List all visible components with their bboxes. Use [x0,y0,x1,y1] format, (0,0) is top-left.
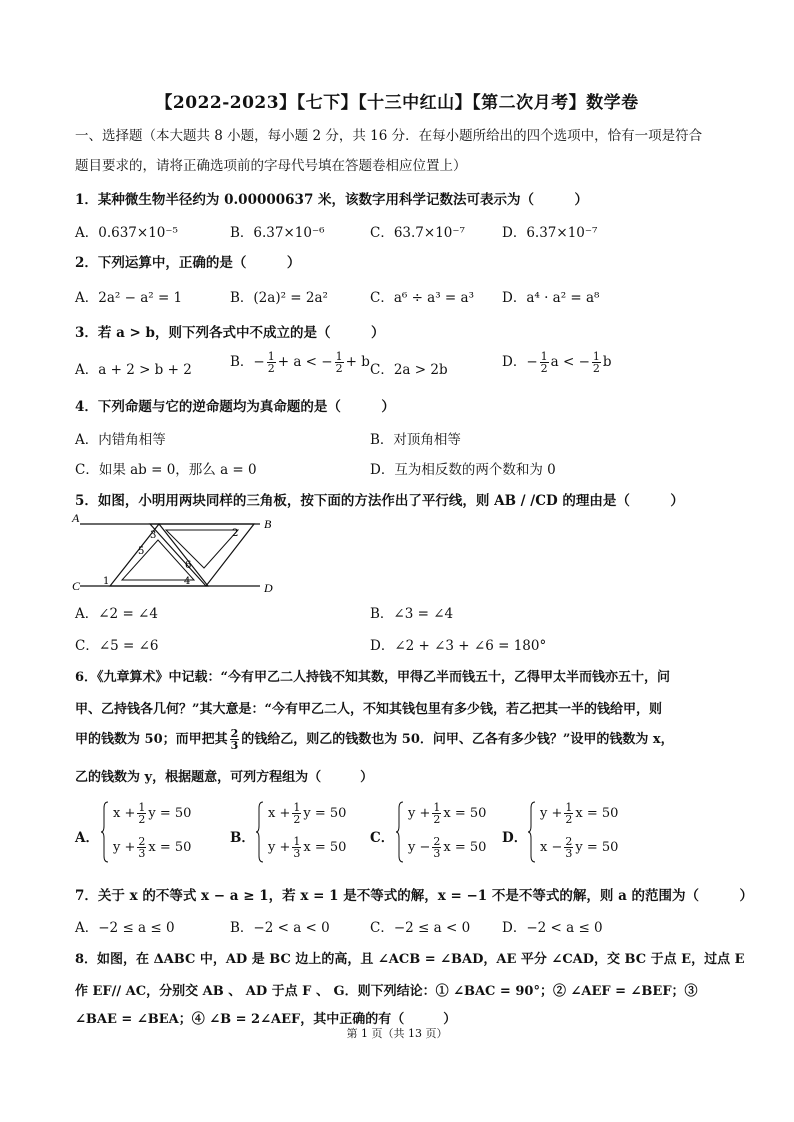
q7-option-a: A．−2 ≤ a ≤ 0 [75,920,175,936]
brace-icon [396,800,404,864]
q6-line3-post: 的钱给乙，则乙的钱数也为 50．问甲、乙各有多少钱？”设甲的钱数为 x， [241,732,674,747]
q5-stem: 5．如图，小明用两块同样的三角板，按下面的方法作出了平行线，则 AB / /CD 的理由是（ ） [75,493,684,509]
equation-right: y = 50 [303,806,347,821]
q5-option-c: C．∠5 = ∠6 [75,638,159,654]
q6-option-label: C． [370,830,395,846]
fraction: $\frac{1}{2}$ [138,801,146,826]
q2-option-a: A．2a² − a² = 1 [75,290,183,306]
q3-option-b [230,350,370,374]
label-2: 2 [232,528,239,539]
q8-line1: 8．如图，在 ΔABC 中，AD 是 BC 边上的高，且 ∠ACB = ∠BAD，AE 平分 ∠CAD，交 BC 于点 E，过点 E [75,952,745,967]
q3-option-a: A．a + 2 > b + 2 [75,362,192,378]
equation [540,836,618,859]
equation-right: x = 50 [303,840,347,855]
equation-left: y − [408,840,431,855]
q7-option-d: D．−2 < a ≤ 0 [502,920,603,936]
parallel-lines-figure [70,510,280,596]
q6-equation-system [101,800,211,864]
q2-option-c: C．a⁶ ÷ a³ = a³ [370,290,474,306]
equation-left: y + [540,806,563,821]
q3-option-b-prefix: B．− [230,354,265,370]
equation-left: x − [540,840,563,855]
q6-line2: 甲、乙持钱各几何？”其大意是：“今有甲乙二人，不知其钱包里有多少钱，若乙把其一半的钱给甲，则 [75,702,662,717]
label-4: 4 [184,576,191,587]
section-instructions-line2: 题目要求的，请将正确选项前的字母代号填在答题卷相应位置上） [75,158,467,174]
q7-option-b: B．−2 < a < 0 [230,920,330,936]
q6-equation-system [528,800,638,864]
q6-equation-system [396,800,506,864]
equation [113,802,191,825]
q6-line1: 6．《九章算术》中记载：“今有甲乙二人持钱不知其数，甲得乙半而钱五十，乙得甲太半而钱亦五十，问 [75,670,671,685]
q2-option-b: B．(2a)² = 2a² [230,290,328,306]
q6-line4: 乙的钱数为 y，根据题意，可列方程组为（ ） [75,770,374,785]
equation [408,802,486,825]
equation-left: x + [113,806,136,821]
page-footer: 第 1 页（共 13 页） [346,1027,448,1040]
equation-left: y + [113,840,136,855]
label-3: 3 [150,530,157,541]
brace-icon [101,800,109,864]
q7-option-c: C．−2 ≤ a < 0 [370,920,471,936]
q8-line3: ∠BAE = ∠BEA；④ ∠B = 2∠AEF，其中正确的有（ ） [75,1012,457,1027]
label-6: 6 [185,560,192,571]
equation-left: y + [408,806,431,821]
brace-icon [256,800,264,864]
equation-right: y = 50 [148,806,192,821]
label-d: D [264,581,273,595]
q3-option-d-prefix: D．− [502,354,538,370]
q6-option-label: B． [230,830,255,846]
q1-stem: 1．某种微生物半径约为 0.00000637 米，该数字用科学记数法可表示为（ ） [75,192,589,208]
equation [268,836,346,859]
triangle-upper-inner [166,530,238,568]
label-5: 5 [138,546,145,557]
label-1: 1 [103,576,110,587]
q5-option-b: B．∠3 = ∠4 [370,606,454,622]
q5-option-d: D．∠2 + ∠3 + ∠6 = 180° [370,638,547,654]
q3-option-d-suffix: b [602,354,612,370]
q4-option-d: D．互为相反数的两个数和为 0 [370,462,556,478]
q1-option-a: A．0.637×10⁻⁵ [75,225,178,241]
q4-stem: 4．下列命题与它的逆命题均为真命题的是（ ） [75,399,395,415]
q5-option-a: A．∠2 = ∠4 [75,606,158,622]
equation [113,836,191,859]
q6-line3 [75,728,674,751]
q1-option-d: D．6.37×10⁻⁷ [502,225,598,241]
fraction: $\frac{1}{2}$ [335,350,343,375]
q3-stem: 3．若 a > b，则下列各式中不成立的是（ ） [75,325,385,341]
q6-equation-system [256,800,366,864]
fraction: $\frac{1}{2}$ [565,801,573,826]
fraction: $\frac{1}{2}$ [267,350,275,375]
equation [408,836,486,859]
fraction: $\frac{1}{2}$ [433,801,441,826]
q7-stem: 7．关于 x 的不等式 x − a ≥ 1，若 x = 1 是不等式的解，x = −1 不是不等式的解，则 a 的范围为（ ） [75,888,754,904]
q3-option-b-suffix: + b [345,354,370,370]
brace-icon [528,800,536,864]
q1-option-b: B．6.37×10⁻⁶ [230,225,325,241]
q3-option-d-middle: a < − [550,354,590,370]
fraction: $\frac{2}{3}$ [433,835,441,860]
label-a: A [72,511,80,525]
q2-stem: 2．下列运算中，正确的是（ ） [75,255,301,271]
equation-right: x = 50 [443,840,487,855]
equation-left: y + [268,840,291,855]
label-b: B [264,517,272,531]
equation [268,802,346,825]
q6-option-label: D． [502,830,528,846]
label-c: C [72,579,81,593]
q1-option-c: C．63.7×10⁻⁷ [370,225,465,241]
equation-right: x = 50 [575,806,619,821]
fraction: $\frac{2}{3}$ [138,835,146,860]
q6-option-label: A． [75,830,99,846]
q3-option-c: C．2a > 2b [370,362,448,378]
fraction: $\frac{1}{2}$ [592,350,600,375]
fraction: $\frac{1}{3}$ [293,835,301,860]
q3-option-b-middle: + a < − [277,354,333,370]
equation [540,802,618,825]
equation-right: x = 50 [148,840,192,855]
equation-left: x + [268,806,291,821]
equation-right: y = 50 [575,840,619,855]
equation-right: x = 50 [443,806,487,821]
q4-option-c: C．如果 ab = 0，那么 a = 0 [75,462,257,478]
q8-line2: 作 EF// AC，分别交 AB 、 AD 于点 F 、 G．则下列结论：① ∠BAC = 90°；② ∠AEF = ∠BEF；③ [75,984,698,999]
page-title: 【2022-2023】【七下】【十三中红山】【第二次月考】数学卷 [155,93,639,113]
q4-option-a: A．内错角相等 [75,432,166,448]
fraction: $\frac{2}{3}$ [230,727,239,752]
fraction: $\frac{1}{2}$ [540,350,548,375]
q2-option-d: D．a⁴ · a² = a⁸ [502,290,600,306]
fraction: $\frac{2}{3}$ [565,835,573,860]
fraction: $\frac{1}{2}$ [293,801,301,826]
q3-option-d [502,350,612,374]
q6-line3-pre: 甲的钱数为 50；而甲把其 [75,732,228,747]
section-instructions-line1: 一、选择题（本大题共 8 小题，每小题 2 分，共 16 分．在每小题所给出的四个选项中，恰有一项是符合 [75,128,703,144]
q4-option-b: B．对顶角相等 [370,432,461,448]
